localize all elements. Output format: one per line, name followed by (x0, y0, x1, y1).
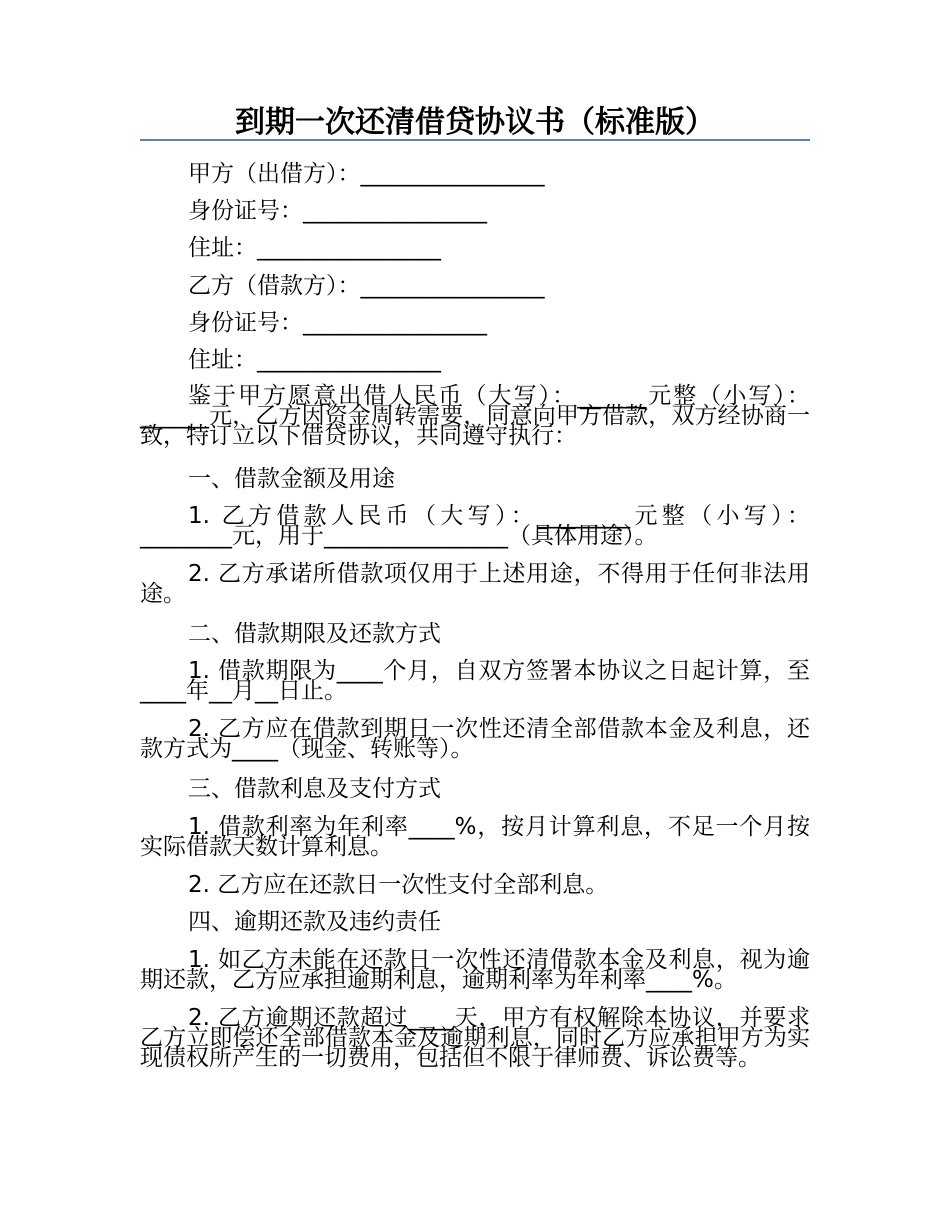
borrower-address-field: 住址：________________ (188, 347, 441, 373)
clause-paragraph: 1. 乙方借款人民币（大写）：________元整（小写）：________元，用于________________（具体用途）。 (140, 503, 810, 549)
clause-paragraph: 2. 乙方逾期还款超过____天，甲方有权解除本协议，并要求乙方立即偿还全部借款本金及逾期利息，同时乙方应承担甲方为实现债权所产生的一切费用，包括但不限于律师费、诉讼费等。 (140, 1005, 810, 1071)
section-heading: 四、逾期还款及违约责任 (188, 909, 441, 935)
clause-paragraph: 1. 借款期限为____个月，自双方签署本协议之日起计算，至____年__月__日止。 (140, 658, 810, 704)
clause-paragraph: 2. 乙方应在借款到期日一次性还清全部借款本金及利息，还款方式为____（现金、转账等）。 (140, 716, 810, 762)
clause-paragraph: 2. 乙方应在还款日一次性支付全部利息。 (188, 872, 609, 898)
section-heading: 一、借款金额及用途 (188, 466, 395, 492)
title-underline (140, 139, 810, 141)
lender-address-field: 住址：________________ (188, 235, 441, 261)
document-title: 到期一次还清借贷协议书（标准版） (235, 105, 715, 140)
clause-paragraph: 1. 如乙方未能在还款日一次性还清借款本金及利息，视为逾期还款，乙方应承担逾期利息，逾期利率为年利率____%。 (140, 947, 810, 993)
lender-id-field: 身份证号：________________ (188, 198, 487, 224)
borrower-id-field: 身份证号：________________ (188, 310, 487, 336)
lender-name-field: 甲方（出借方）：________________ (188, 161, 545, 187)
borrower-name-field: 乙方（借款方）：________________ (188, 273, 545, 299)
clause-paragraph: 1. 借款利率为年利率____%，按月计算利息，不足一个月按实际借款天数计算利息。 (140, 814, 810, 860)
clause-paragraph: 2. 乙方承诺所借款项仅用于上述用途，不得用于任何非法用途。 (140, 561, 810, 607)
section-heading: 三、借款利息及支付方式 (188, 776, 441, 802)
section-heading: 二、借款期限及还款方式 (188, 621, 441, 647)
intro-paragraph: 鉴于甲方愿意出借人民币（大写）：______元整（小写）：______元，乙方因资金周转需要，同意向甲方借款，双方经协商一致，特订立以下借贷协议，共同遵守执行： (140, 383, 810, 449)
